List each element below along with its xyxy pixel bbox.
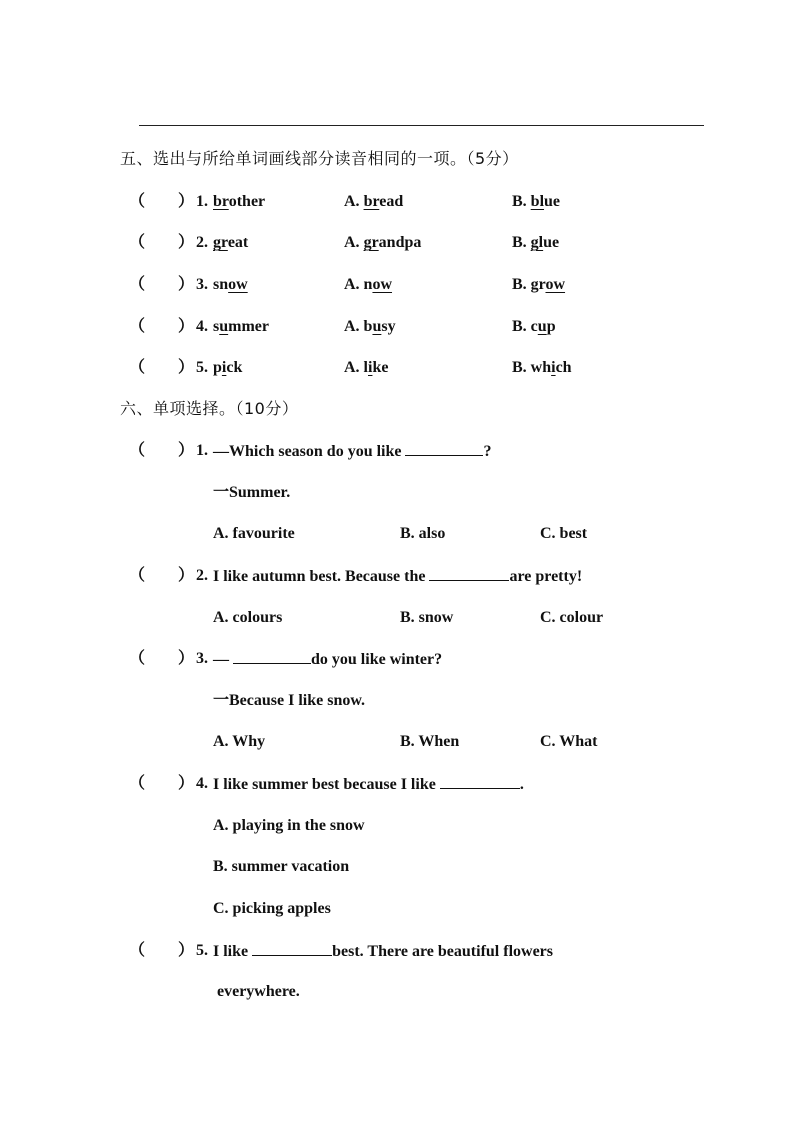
given-word: great <box>213 234 249 251</box>
answer-paren-open[interactable]: （ <box>129 359 146 376</box>
given-word: summer <box>213 318 269 335</box>
answer-paren-open[interactable]: （ <box>129 567 146 584</box>
question-3-reply: 一Because I like snow. <box>213 692 366 709</box>
answer-paren-open[interactable]: （ <box>129 650 146 667</box>
question-5-number: 5. <box>196 942 208 959</box>
option-b[interactable]: B. grow <box>512 276 566 293</box>
given-word: pick <box>213 359 243 376</box>
question-5-stem: I like best. There are beautiful flowers <box>213 943 553 960</box>
option-b[interactable]: B. which <box>512 359 572 376</box>
question-4-option-b[interactable]: B. summer vacation <box>213 858 350 875</box>
underlined-letters: i <box>551 359 556 376</box>
answer-paren-open[interactable]: （ <box>129 276 146 293</box>
given-word: snow <box>213 276 248 293</box>
question-2-stem: I like autumn best. Because the are pretty! <box>213 568 583 585</box>
underlined-letters: gr <box>363 234 379 251</box>
option-a[interactable]: A. bread <box>344 193 404 210</box>
answer-paren-close: ） <box>178 942 195 959</box>
option-a[interactable]: A. now <box>344 276 393 293</box>
question-3-option-a[interactable]: A. Why <box>213 733 266 750</box>
given-word: brother <box>213 193 266 210</box>
item-number: 2. <box>196 234 208 251</box>
underlined-letters: ow <box>545 276 566 293</box>
question-1-number: 1. <box>196 442 208 459</box>
option-a[interactable]: A. busy <box>344 318 396 335</box>
answer-paren-close: ） <box>178 193 195 210</box>
question-1-option-a[interactable]: A. favourite <box>213 525 295 542</box>
question-4-stem: I like summer best because I like . <box>213 776 524 793</box>
question-3-option-b[interactable]: B. When <box>400 733 460 750</box>
question-1-option-b[interactable]: B. also <box>400 525 446 542</box>
answer-paren-open[interactable]: （ <box>129 234 146 251</box>
underlined-letters: bl <box>530 193 545 210</box>
underlined-letters: u <box>372 318 382 335</box>
underlined-letters: ow <box>372 276 393 293</box>
question-1-stem: —Which season do you like ? <box>213 443 492 460</box>
answer-blank[interactable] <box>233 649 311 664</box>
answer-blank[interactable] <box>429 566 509 581</box>
option-a[interactable]: A. grandpa <box>344 234 422 251</box>
answer-blank[interactable] <box>440 774 520 789</box>
question-4-option-c[interactable]: C. picking apples <box>213 900 331 917</box>
answer-blank[interactable] <box>405 441 483 456</box>
underlined-letters: u <box>219 318 229 335</box>
underlined-letters: u <box>537 318 547 335</box>
answer-paren-open[interactable]: （ <box>129 442 146 459</box>
question-4-number: 4. <box>196 775 208 792</box>
answer-paren-open[interactable]: （ <box>129 193 146 210</box>
question-2-option-a[interactable]: A. colours <box>213 609 283 626</box>
option-a[interactable]: A. like <box>344 359 389 376</box>
question-2-number: 2. <box>196 567 208 584</box>
answer-paren-close: ） <box>178 775 195 792</box>
answer-paren-close: ） <box>178 567 195 584</box>
answer-blank[interactable] <box>252 941 332 956</box>
question-3-option-c[interactable]: C. What <box>540 733 598 750</box>
answer-paren-open[interactable]: （ <box>129 775 146 792</box>
item-number: 4. <box>196 318 208 335</box>
underlined-letters: gr <box>213 234 228 251</box>
question-1-reply: 一Summer. <box>213 484 291 501</box>
question-2-option-c[interactable]: C. colour <box>540 609 604 626</box>
question-1-option-c[interactable]: C. best <box>540 525 588 542</box>
item-number: 1. <box>196 193 208 210</box>
answer-paren-open[interactable]: （ <box>129 318 146 335</box>
option-b[interactable]: B. blue <box>512 193 561 210</box>
underlined-letters: gl <box>530 234 544 251</box>
header-rule <box>139 125 704 126</box>
question-2-option-b[interactable]: B. snow <box>400 609 454 626</box>
answer-paren-close: ） <box>178 276 195 293</box>
underlined-letters: i <box>221 359 227 376</box>
option-b[interactable]: B. cup <box>512 318 556 335</box>
question-3-stem: — do you like winter? <box>213 651 443 668</box>
answer-paren-close: ） <box>178 650 195 667</box>
option-b[interactable]: B. glue <box>512 234 560 251</box>
section-6-title: 六、单项选择。（10分） <box>120 399 299 418</box>
section-5-title: 五、选出与所给单词画线部分读音相同的一项。（5分） <box>120 149 519 168</box>
question-3-number: 3. <box>196 650 208 667</box>
question-5-continuation: everywhere. <box>217 983 300 1000</box>
item-number: 3. <box>196 276 208 293</box>
answer-paren-close: ） <box>178 442 195 459</box>
answer-paren-close: ） <box>178 359 195 376</box>
answer-paren-close: ） <box>178 318 195 335</box>
question-4-option-a[interactable]: A. playing in the snow <box>213 817 365 834</box>
underlined-letters: br <box>363 193 380 210</box>
item-number: 5. <box>196 359 208 376</box>
underlined-letters: br <box>213 193 229 210</box>
answer-paren-close: ） <box>178 234 195 251</box>
underlined-letters: ow <box>228 276 248 293</box>
underlined-letters: i <box>368 359 373 376</box>
answer-paren-open[interactable]: （ <box>129 942 146 959</box>
